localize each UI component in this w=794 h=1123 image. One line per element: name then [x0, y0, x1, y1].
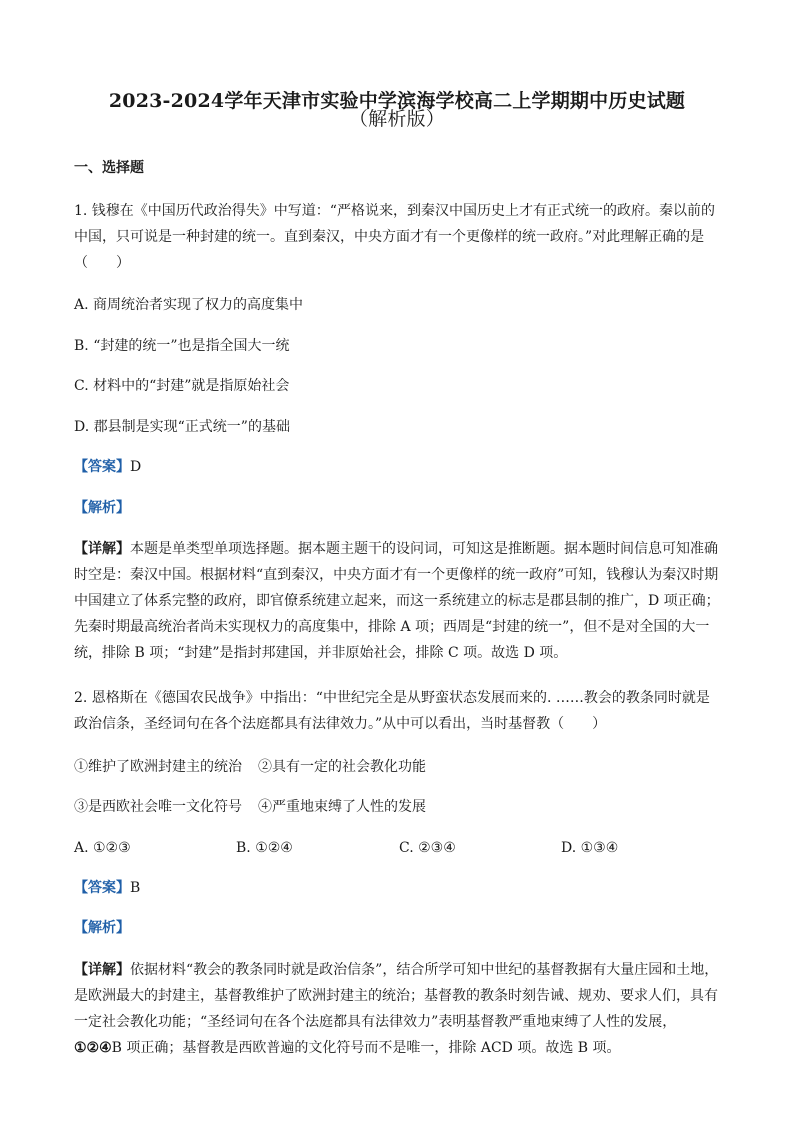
- q2-answer-value: B: [130, 880, 141, 896]
- q1-detail-line-4: 先秦时期最高统治者尚未实现权力的高度集中，排除 A 项；西周是“封建的统一”，但不是对全国的大一: [74, 619, 710, 635]
- q1-detail-text-1: 本题是单类型单项选择题。据本题主题干的设问词，可知这是推断题。据本题时间信息可知准确: [130, 541, 718, 557]
- q2-detail-line-4: [74, 1038, 724, 1058]
- section-heading: 一、选择题: [74, 160, 144, 176]
- q1-analysis-tag: 【解析】: [74, 500, 130, 516]
- q1-detail-line-3: 中国建立了体系完整的政府，即官僚系统建立起来，而这一系统建立的标志是郡县制的推广，D 项正确；: [74, 593, 720, 609]
- q2-stem-line-2: 政治信条，圣经词句在各个法庭都具有法律效力。”从中可以看出，当时基督教（ ）: [74, 716, 607, 732]
- q2-item-2: ②具有一定的社会教化功能: [258, 759, 426, 775]
- q2-item-1: ①维护了欧洲封建主的统治: [74, 759, 242, 775]
- document-title: 2023-2024学年天津市实验中学滨海学校高二上学期期中历史试题: [108, 90, 686, 112]
- q2-item-3: ③是西欧社会唯一文化符号: [74, 799, 242, 815]
- q1-answer: [74, 457, 724, 477]
- q2-option-c: C. ②③④: [399, 840, 456, 856]
- q1-option-d: D. 郡县制是实现“正式统一”的基础: [74, 419, 290, 435]
- q2-analysis-tag: 【解析】: [74, 920, 130, 936]
- q2-stem-line-1: 2. 恩格斯在《德国农民战争》中指出：“中世纪完全是从野蛮状态发展而来的. ……教会的教条同时就是: [74, 690, 710, 706]
- q2-detail-tag: 【详解】: [74, 962, 130, 978]
- q2-detail-line-2: 是欧洲最大的封建主，基督教维护了欧洲封建主的统治；基督教的教条时刻告诫、规劝、要求人们，具有: [74, 988, 718, 1004]
- q1-answer-value: D: [130, 459, 142, 475]
- document-subtitle: （解析版）: [348, 108, 445, 130]
- q2-option-b: B. ①②④: [236, 840, 293, 856]
- q1-stem-line-1: 1. 钱穆在《中国历代政治得失》中写道：“严格说来，到秦汉中国历史上才有正式统一的政府。秦以前的: [74, 203, 715, 219]
- q2-option-a: A. ①②③: [74, 840, 131, 856]
- q2-detail-line-3: 一定社会教化功能；“圣经词句在各个法庭都具有法律效力”表明基督教严重地束缚了人性的发展，: [74, 1014, 677, 1030]
- q2-detail-line-1: [74, 960, 724, 980]
- q1-option-c: C. 材料中的“封建”就是指原始社会: [74, 378, 290, 394]
- q2-analysis: [74, 918, 724, 938]
- q1-detail-line-2: 时空是：秦汉中国。根据材料“直到秦汉，中央方面才有一个更像样的统一政府”可知，钱穆认为秦汉时期: [74, 567, 719, 583]
- q2-detail-text-4: B 项正确；基督教是西欧普遍的文化符号而不是唯一，排除 ACD 项。故选 B 项。: [111, 1040, 621, 1056]
- q2-answer-tag: 【答案】: [74, 880, 130, 896]
- q2-detail-text-1: 依据材料“教会的教条同时就是政治信条”，结合所学可知中世纪的基督教据有大量庄园和土地，: [130, 962, 719, 978]
- q1-detail-line-5: 统，排除 B 项；“封建”是指封邦建国，并非原始社会，排除 C 项。故选 D 项。: [74, 645, 568, 661]
- q1-stem-line-3: （ ）: [74, 255, 130, 271]
- q2-answer: [74, 878, 724, 898]
- q2-detail-choice: ①②④: [74, 1040, 112, 1056]
- q1-detail-tag: 【详解】: [74, 541, 130, 557]
- q1-answer-tag: 【答案】: [74, 459, 130, 475]
- q2-item-4: ④严重地束缚了人性的发展: [258, 799, 426, 815]
- q1-stem-line-2: 中国，只可说是一种封建的统一。直到秦汉，中央方面才有一个更像样的统一政府。”对此理解正确的是: [74, 229, 705, 245]
- q1-analysis: [74, 498, 724, 518]
- q1-detail-line-1: [74, 539, 724, 559]
- q1-option-b: B. “封建的统一”也是指全国大一统: [74, 338, 290, 354]
- q1-option-a: A. 商周统治者实现了权力的高度集中: [74, 297, 304, 313]
- q2-option-d: D. ①③④: [561, 840, 619, 856]
